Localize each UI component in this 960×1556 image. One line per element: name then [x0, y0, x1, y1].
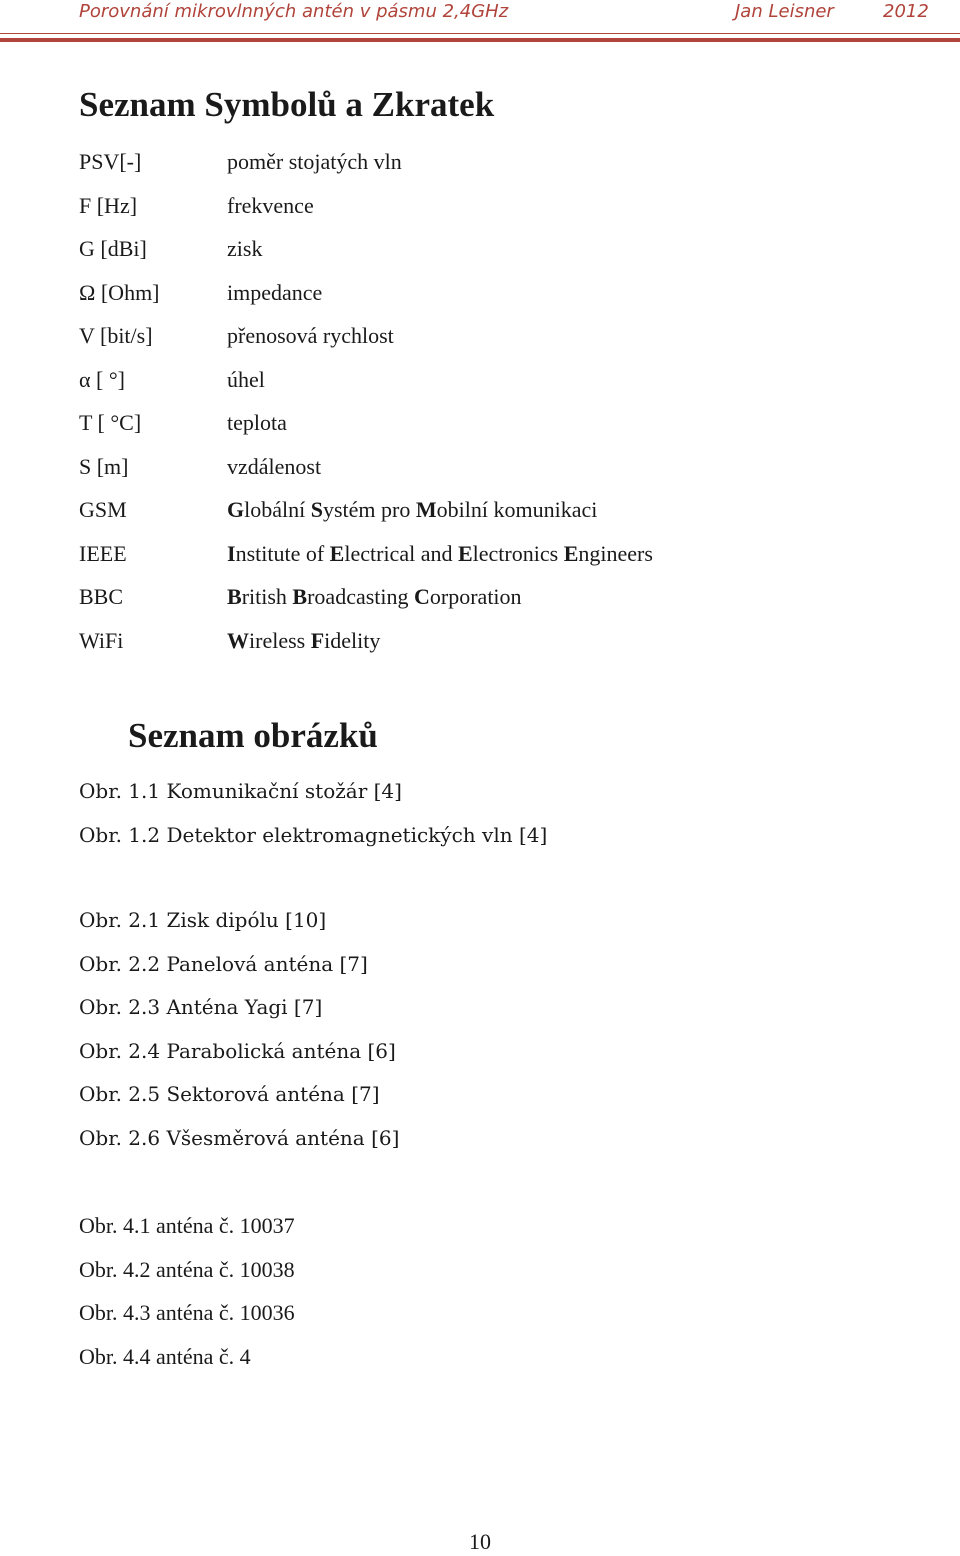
description-text: vzdálenost — [227, 453, 322, 479]
symbol-row — [79, 575, 899, 619]
symbol-description — [227, 358, 265, 402]
description-text: lobální — [244, 497, 311, 522]
symbol-row — [79, 532, 899, 576]
description-text: ngineers — [578, 540, 653, 566]
symbol-description — [227, 271, 322, 315]
symbol-description — [227, 184, 314, 228]
figure-group-3 — [79, 1204, 295, 1378]
symbol-term: BBC — [79, 584, 124, 609]
figure-list-item: Obr. 4.3 anténa č. 10036 — [79, 1300, 295, 1325]
header-rule-thin — [0, 33, 960, 34]
description-text: ireless — [249, 627, 311, 653]
symbol-row — [79, 619, 899, 663]
description-text: lectronics — [472, 540, 564, 566]
symbol-term: IEEE — [79, 540, 127, 566]
symbol-row — [79, 227, 899, 271]
description-text: impedance — [227, 279, 323, 305]
header-year: 2012 — [883, 1, 929, 22]
figure-list-item: Obr. 4.1 anténa č. 10037 — [79, 1213, 295, 1238]
description-initial: F — [310, 627, 325, 653]
description-initial: E — [563, 540, 579, 566]
symbol-term: GSM — [79, 497, 127, 522]
symbol-term: V [bit/s] — [79, 323, 153, 348]
symbol-row — [79, 358, 899, 402]
description-text: ritish — [241, 584, 293, 609]
figure-list-item: Obr. 2.1 Zisk dipólu [10] — [79, 908, 327, 932]
symbol-term: Ω [Ohm] — [79, 279, 160, 305]
symbol-term: PSV[-] — [79, 149, 142, 174]
symbol-term: S [m] — [79, 453, 129, 479]
description-text: teplota — [227, 410, 287, 435]
symbol-row — [79, 184, 899, 228]
description-initial: S — [310, 497, 323, 522]
symbol-description — [227, 445, 321, 489]
figure-list-item: Obr. 2.3 Anténa Yagi [7] — [79, 995, 323, 1019]
description-text: lectrical and — [344, 540, 458, 566]
symbol-term: α [ °] — [79, 366, 125, 392]
description-initial: I — [227, 540, 236, 566]
figure-group-1 — [79, 770, 547, 857]
figure-list-item: Obr. 2.2 Panelová anténa [7] — [79, 951, 368, 976]
symbol-row — [79, 271, 899, 315]
description-text: přenosová rychlost — [227, 323, 394, 348]
figure-list-item: Obr. 4.4 anténa č. 4 — [79, 1343, 251, 1369]
description-text: orporation — [429, 584, 522, 609]
description-text: frekvence — [227, 192, 314, 218]
page-number: 10 — [469, 1529, 491, 1554]
description-text: zisk — [227, 236, 263, 261]
figure-list-item: Obr. 1.2 Detektor elektromagnetických vln [4] — [79, 822, 548, 847]
description-initial: B — [292, 584, 308, 609]
description-text: úhel — [227, 366, 265, 392]
description-initial: G — [227, 497, 245, 522]
figures-heading: Seznam obrázků — [128, 716, 378, 755]
description-text: poměr stojatých vln — [227, 149, 402, 174]
symbol-row — [79, 488, 899, 532]
symbols-list — [79, 140, 899, 662]
symbol-description — [227, 227, 262, 271]
description-initial: E — [457, 540, 473, 566]
symbols-heading: Seznam Symbolů a Zkratek — [79, 85, 495, 124]
figure-list-item: Obr. 2.5 Sektorová anténa [7] — [79, 1082, 380, 1106]
running-header — [0, 0, 960, 44]
symbol-row — [79, 401, 899, 445]
description-initial: M — [415, 497, 437, 522]
description-initial: C — [414, 584, 430, 609]
figure-list-item: Obr. 2.6 Všesměrová anténa [6] — [79, 1125, 400, 1150]
symbol-row — [79, 445, 899, 489]
description-text: roadcasting — [307, 584, 415, 609]
figure-list-item: Obr. 2.4 Parabolická anténa [6] — [79, 1038, 396, 1063]
figure-list-item: Obr. 4.2 anténa č. 10038 — [79, 1256, 295, 1282]
header-rule-thick — [0, 38, 960, 42]
symbol-term: F [Hz] — [79, 192, 138, 218]
symbol-description — [227, 140, 402, 184]
symbol-term: T [ °C] — [79, 410, 142, 435]
symbol-row — [79, 314, 899, 358]
symbol-description — [227, 401, 287, 445]
description-initial: W — [227, 627, 249, 653]
symbol-description — [227, 575, 522, 619]
symbol-term: WiFi — [79, 627, 124, 653]
symbol-term: G [dBi] — [79, 236, 147, 261]
symbol-description — [227, 314, 394, 358]
symbol-description — [227, 488, 597, 532]
symbol-description — [227, 619, 380, 663]
description-text: idelity — [324, 627, 381, 653]
description-text: ystém pro — [322, 497, 416, 522]
description-initial: B — [227, 584, 242, 609]
description-text: obilní komunikaci — [436, 497, 598, 522]
figure-list-item: Obr. 1.1 Komunikační stožár [4] — [79, 779, 402, 803]
header-author: Jan Leisner — [735, 1, 834, 22]
description-initial: E — [329, 540, 345, 566]
symbol-row — [79, 140, 899, 184]
header-title: Porovnání mikrovlnných antén v pásmu 2,4GHz — [79, 1, 509, 22]
description-text: nstitute of — [235, 540, 330, 566]
symbol-description — [227, 532, 653, 576]
figure-group-2 — [79, 899, 399, 1160]
